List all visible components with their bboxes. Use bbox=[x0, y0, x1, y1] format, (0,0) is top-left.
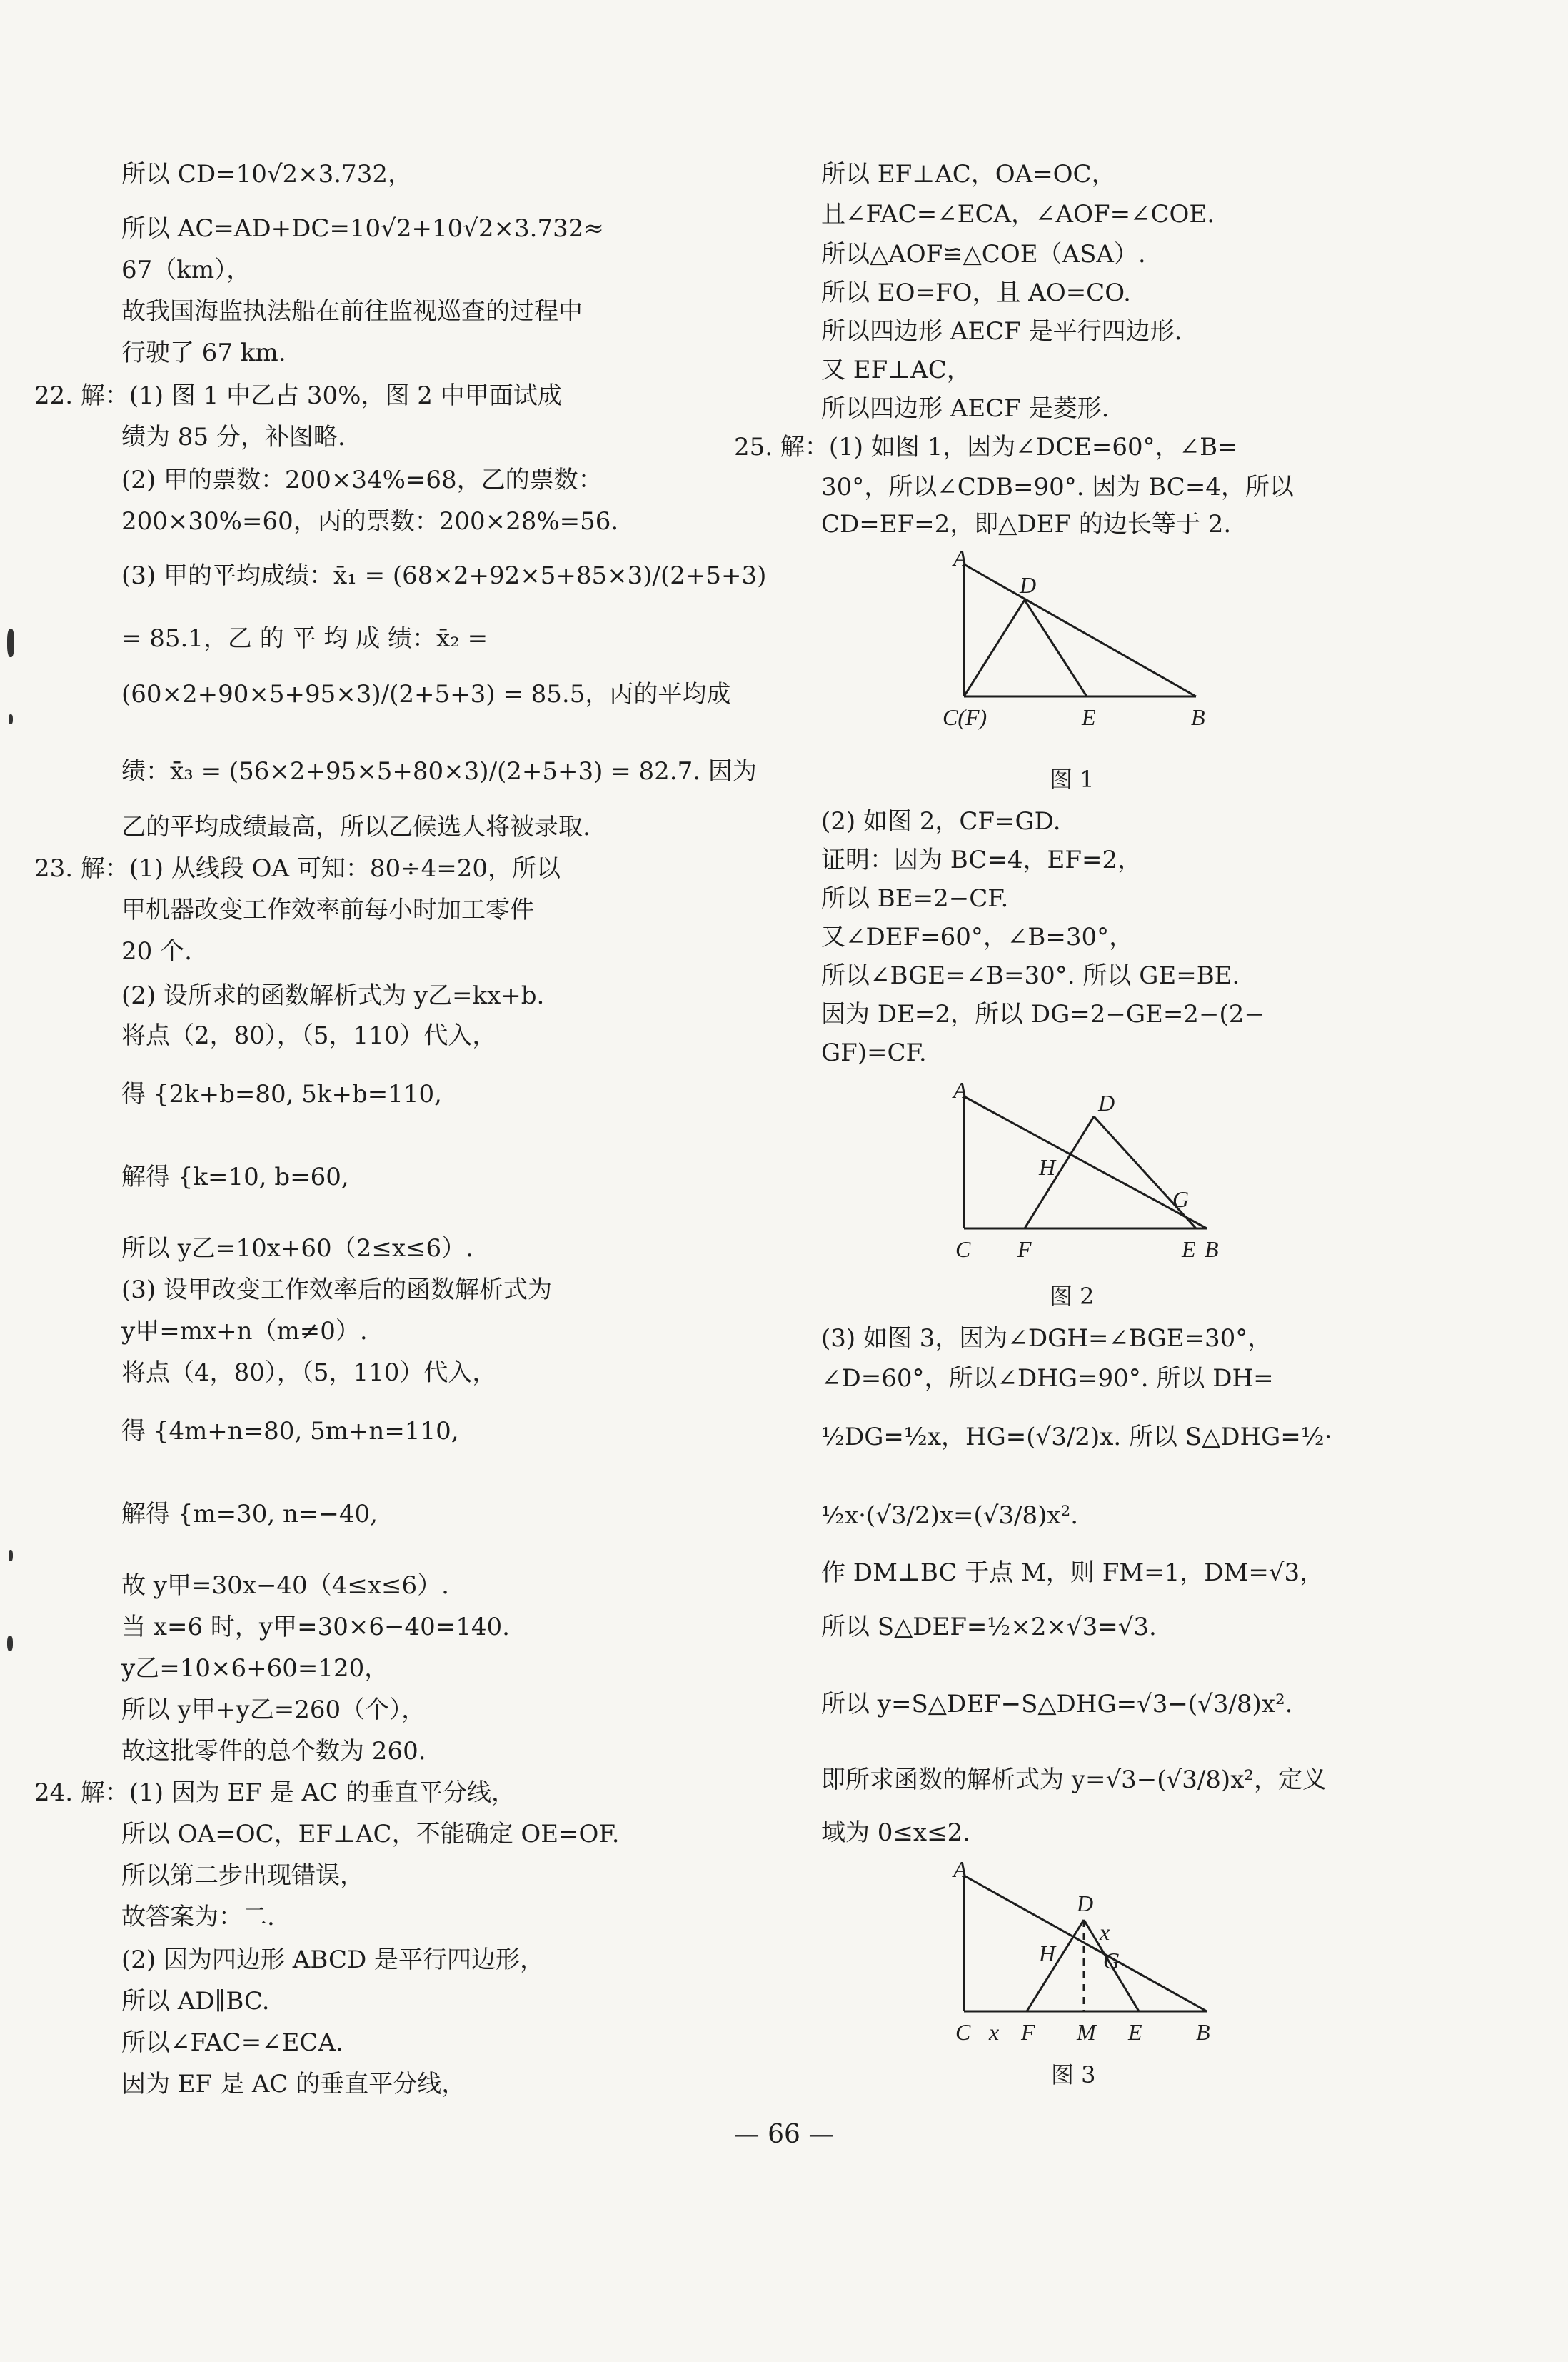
problem-25-heading: 25. 解：(1) 如图 1，因为∠DCE=60°，∠B= bbox=[734, 433, 1238, 461]
problem-23-heading: 23. 解：(1) 从线段 OA 可知：80÷4=20，所以 bbox=[34, 854, 561, 883]
text-line: (2) 甲的票数：200×34%=68，乙的票数： bbox=[121, 466, 603, 494]
text-line: 所以 OA=OC，EF⊥AC，不能确定 OE=OF. bbox=[121, 1820, 620, 1848]
text-line: (3) 设甲改变工作效率后的函数解析式为 bbox=[121, 1276, 552, 1304]
text-line: 所以 y乙=10x+60（2≤x≤6）. bbox=[121, 1234, 473, 1263]
text-line: = 85.1，乙 的 平 均 成 绩：x̄₂ = bbox=[121, 624, 488, 653]
figure-3-caption: 图 3 bbox=[1051, 2061, 1096, 2088]
figure-3 bbox=[921, 1854, 1321, 2047]
text-line: 又 EF⊥AC， bbox=[821, 356, 971, 384]
figure-2 bbox=[921, 1075, 1321, 1268]
equation-system: 解得 {m=30, n=−40, bbox=[121, 1500, 378, 1528]
equation-system: 解得 {k=10, b=60, bbox=[121, 1163, 349, 1191]
text-line: 所以四边形 AECF 是平行四边形. bbox=[821, 317, 1182, 346]
fig1-label-B: B bbox=[1191, 704, 1205, 730]
text-line: CD=EF=2，即△DEF 的边长等于 2. bbox=[821, 510, 1232, 539]
scan-mark bbox=[9, 1550, 13, 1561]
text-line: 所以∠BGE=∠B=30°. 所以 GE=BE. bbox=[821, 961, 1240, 990]
text-line: 将点（2，80），（5，110）代入， bbox=[121, 1021, 497, 1050]
text-line: 因为 EF 是 AC 的垂直平分线， bbox=[121, 2070, 466, 2098]
fig3-label-A: A bbox=[953, 1856, 968, 1882]
problem-24-heading: 24. 解：(1) 因为 EF 是 AC 的垂直平分线， bbox=[34, 1778, 516, 1807]
text-line: 作 DM⊥BC 于点 M，则 FM=1，DM=√3， bbox=[821, 1558, 1325, 1587]
text-line: ½DG=½x，HG=(√3/2)x. 所以 S△DHG=½· bbox=[821, 1423, 1332, 1451]
text-line: 所以 EF⊥AC，OA=OC， bbox=[821, 160, 1116, 189]
text-line: 因为 DE=2，所以 DG=2−GE=2−(2− bbox=[821, 1000, 1265, 1029]
text-line: (3) 如图 3，因为∠DGH=∠BGE=30°， bbox=[821, 1324, 1272, 1353]
text-line: ½x·(√3/2)x=(√3/8)x². bbox=[821, 1501, 1079, 1530]
scan-mark bbox=[7, 1636, 13, 1651]
text-line: 证明：因为 BC=4，EF=2， bbox=[821, 846, 1142, 874]
text-line: (2) 如图 2，CF=GD. bbox=[821, 807, 1061, 836]
fig1-label-A: A bbox=[953, 550, 968, 571]
text-line: 绩为 85 分，补图略. bbox=[121, 423, 346, 451]
text-line: 20 个. bbox=[121, 937, 192, 966]
fig3-label-x-top: x bbox=[1100, 1919, 1110, 1945]
fig2-label-B: B bbox=[1205, 1236, 1219, 1262]
fig3-label-C: C bbox=[955, 2019, 971, 2045]
text-line: 所以 AD∥BC. bbox=[121, 1987, 270, 2016]
text-line: 乙的平均成绩最高，所以乙候选人将被录取. bbox=[121, 813, 590, 841]
text-line: 故答案为：二. bbox=[121, 1903, 275, 1931]
fig2-label-F: F bbox=[1017, 1236, 1032, 1262]
scan-mark bbox=[9, 714, 13, 724]
text-line: GF)=CF. bbox=[821, 1039, 927, 1067]
text-line: (3) 甲的平均成绩：x̄₁ = (68×2+92×5+85×3)/(2+5+3) bbox=[121, 561, 767, 590]
text-line: 30°，所以∠CDB=90°. 因为 BC=4，所以 bbox=[821, 473, 1294, 501]
fig1-label-D: D bbox=[1020, 572, 1037, 598]
text-line: 所以 EO=FO，且 AO=CO. bbox=[821, 279, 1131, 307]
text-line: (2) 因为四边形 ABCD 是平行四边形， bbox=[121, 1946, 545, 1974]
text-line: 故这批零件的总个数为 260. bbox=[121, 1737, 426, 1766]
text-line: (2) 设所求的函数解析式为 y乙=kx+b. bbox=[121, 981, 545, 1010]
problem-22-heading: 22. 解：(1) 图 1 中乙占 30%，图 2 中甲面试成 bbox=[34, 381, 562, 410]
fig1-label-CF: C(F) bbox=[943, 704, 987, 730]
fig2-label-E: E bbox=[1182, 1236, 1196, 1262]
text-line: 67（km）， bbox=[121, 256, 251, 284]
text-line: 故 y甲=30x−40（4≤x≤6）. bbox=[121, 1571, 449, 1600]
equation-system: 得 {2k+b=80, 5k+b=110, bbox=[121, 1080, 442, 1109]
text-line: 故我国海监执法船在前往监视巡查的过程中 bbox=[121, 297, 583, 326]
fig2-edge bbox=[1025, 1116, 1094, 1228]
text-line: 所以 AC=AD+DC=10√2+10√2×3.732≈ bbox=[121, 214, 604, 243]
text-line: 所以 y=S△DEF−S△DHG=√3−(√3/8)x². bbox=[821, 1690, 1293, 1718]
text-line: 所以△AOF≌△COE（ASA）. bbox=[821, 240, 1146, 269]
text-line: ∠D=60°，所以∠DHG=90°. 所以 DH= bbox=[821, 1364, 1274, 1393]
figure-2-caption: 图 2 bbox=[1050, 1283, 1095, 1310]
figure-1 bbox=[921, 550, 1321, 743]
text-line: 所以 CD=10√2×3.732， bbox=[121, 160, 412, 189]
page-number: — 66 — bbox=[733, 2120, 835, 2149]
text-line: 所以 BE=2−CF. bbox=[821, 884, 1009, 913]
text-line: 所以第二步出现错误， bbox=[121, 1861, 364, 1890]
text-line: 所以∠FAC=∠ECA. bbox=[121, 2028, 343, 2057]
fig3-label-H: H bbox=[1039, 1941, 1056, 1966]
text-line: 当 x=6 时，y甲=30×6−40=140. bbox=[121, 1613, 510, 1641]
fig1-edge bbox=[964, 564, 1196, 696]
fig2-label-C: C bbox=[955, 1236, 971, 1262]
fig2-label-G: G bbox=[1172, 1186, 1190, 1212]
fig2-edge bbox=[964, 1096, 1207, 1228]
text-line: 所以 y甲+y乙=260（个）， bbox=[121, 1696, 426, 1724]
text-line: 甲机器改变工作效率前每小时加工零件 bbox=[121, 896, 534, 924]
fig3-label-E: E bbox=[1128, 2019, 1142, 2045]
text-line: 所以四边形 AECF 是菱形. bbox=[821, 394, 1110, 423]
text-line: 域为 0≤x≤2. bbox=[821, 1818, 971, 1847]
fig3-label-M: M bbox=[1077, 2019, 1096, 2045]
text-line: 将点（4，80），（5，110）代入， bbox=[121, 1358, 497, 1387]
equation-system: 得 {4m+n=80, 5m+n=110, bbox=[121, 1417, 459, 1446]
figure-1-caption: 图 1 bbox=[1050, 766, 1095, 793]
fig3-label-x-bottom: x bbox=[989, 2019, 1000, 2045]
text-line: 200×30%=60，丙的票数：200×28%=56. bbox=[121, 507, 619, 536]
fig3-label-D: D bbox=[1077, 1891, 1094, 1916]
fig3-label-B: B bbox=[1196, 2019, 1210, 2045]
text-line: 且∠FAC=∠ECA，∠AOF=∠COE. bbox=[821, 200, 1215, 229]
fig2-label-D: D bbox=[1098, 1090, 1115, 1116]
fig2-label-A: A bbox=[953, 1077, 968, 1103]
fig1-edge bbox=[1025, 600, 1087, 696]
fig2-label-H: H bbox=[1039, 1154, 1056, 1180]
text-line: y甲=mx+n（m≠0）. bbox=[121, 1317, 368, 1346]
text-line: 又∠DEF=60°，∠B=30°， bbox=[821, 923, 1134, 951]
text-line: (60×2+90×5+95×3)/(2+5+3) = 85.5，丙的平均成 bbox=[121, 680, 731, 709]
fig1-label-E: E bbox=[1082, 704, 1096, 730]
scan-mark bbox=[7, 629, 14, 657]
text-line: 即所求函数的解析式为 y=√3−(√3/8)x²，定义 bbox=[821, 1766, 1327, 1794]
text-line: 所以 S△DEF=½×2×√3=√3. bbox=[821, 1613, 1157, 1641]
fig1-edge bbox=[964, 600, 1025, 696]
text-line: 绩：x̄₃ = (56×2+95×5+80×3)/(2+5+3) = 82.7. 因为 bbox=[121, 757, 757, 786]
fig3-label-G: G bbox=[1103, 1948, 1120, 1973]
fig3-label-F: F bbox=[1021, 2019, 1035, 2045]
text-line: 行驶了 67 km. bbox=[121, 339, 286, 367]
text-line: y乙=10×6+60=120， bbox=[121, 1654, 389, 1683]
